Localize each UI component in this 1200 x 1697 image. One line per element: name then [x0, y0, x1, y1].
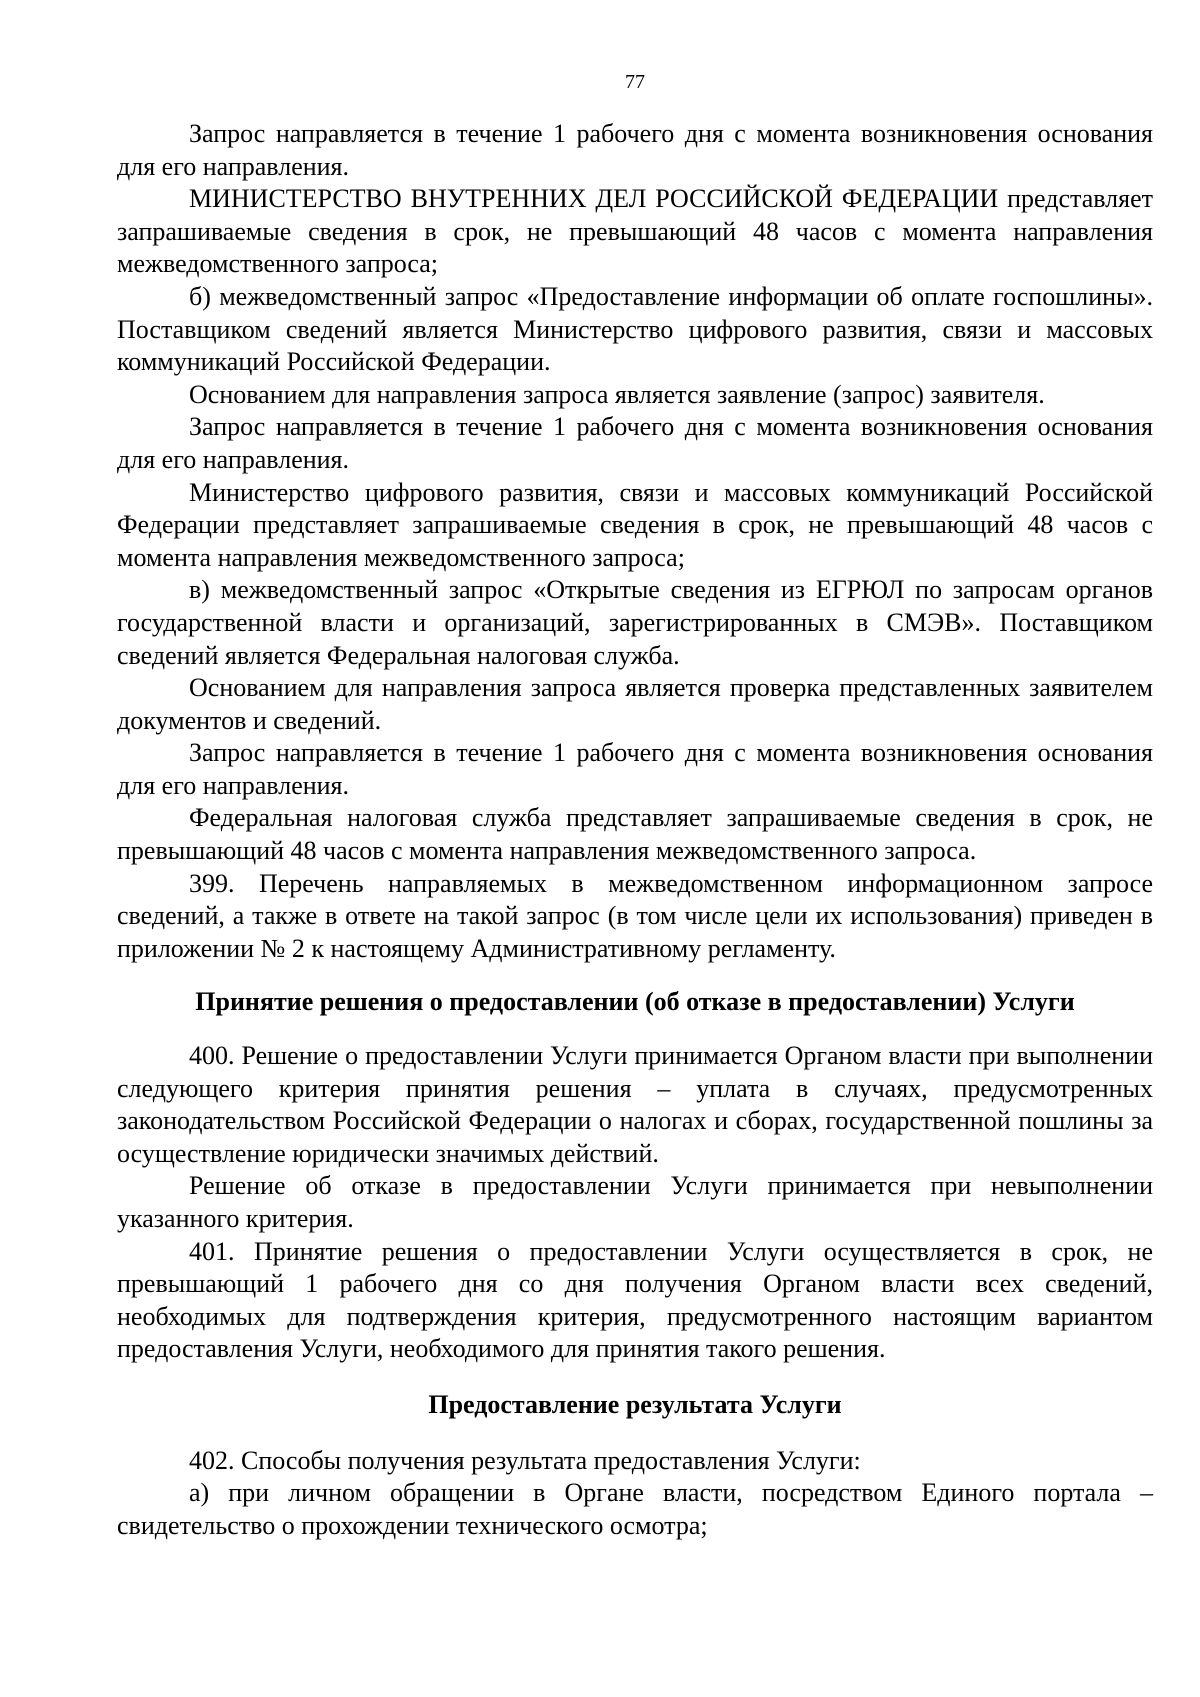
page-number: 77 [625, 71, 645, 93]
paragraph: а) при личном обращении в Органе власти, посредством Единого портала – свидетельство о прохождении технического осмотра; [117, 1478, 1153, 1540]
paragraph: 401. Принятие решения о предоставлении Услуги осуществляется в срок, не превышающий 1 рабочего дня со дня получения Органом власти всех сведений, необходимых для подтверждения критерия, предусмотренного настоящим вариантом предоставления Услуги, необходимого для принятия такого решения. [117, 1236, 1153, 1364]
paragraph: МИНИСТЕРСТВО ВНУТРЕННИХ ДЕЛ РОССИЙСКОЙ ФЕДЕРАЦИИ представляет запрашиваемые сведения в срок, не превышающий 48 часов с момента направления межведомственного запроса; [117, 184, 1153, 279]
paragraph: 399. Перечень направляемых в межведомственном информационном запросе сведений, а также в ответе на такой запрос (в том числе цели их использования) приведен в приложении № 2 к настоящему Административному регламенту. [117, 868, 1153, 963]
paragraph: Запрос направляется в течение 1 рабочего дня с момента возникновения основания для его направления. [117, 412, 1153, 474]
paragraph: Основанием для направления запроса является заявление (запрос) заявителя. [189, 379, 1045, 409]
paragraph: 400. Решение о предоставлении Услуги принимается Органом власти при выполнении следующего критерия принятия решения – уплата в случаях, предусмотренных законодательством Российской Федерации о налогах и сборах, государственной пошлины за осуществление юридически значимых действий. [117, 1041, 1153, 1168]
section-heading: Предоставление результата Услуги [428, 1389, 842, 1419]
paragraph: Запрос направляется в течение 1 рабочего дня с момента возникновения основания для его направления. [117, 738, 1153, 800]
paragraph: Основанием для направления запроса является проверка представленных заявителем документов и сведений. [117, 673, 1153, 735]
paragraph: Федеральная налоговая служба представляет запрашиваемые сведения в срок, не превышающий 48 часов с момента направления межведомственного запроса. [117, 803, 1153, 866]
paragraph: Запрос направляется в течение 1 рабочего дня с момента возникновения основания для его направления. [117, 119, 1153, 181]
paragraph: в) межведомственный запрос «Открытые сведения из ЕГРЮЛ по запросам органов государственной власти и организаций, зарегистрированных в СМЭВ». Поставщиком сведений является Федеральная налоговая служба. [117, 575, 1153, 670]
paragraph: 402. Способы получения результата предоставления Услуги: [189, 1445, 861, 1475]
paragraph: б) межведомственный запрос «Предоставление информации об оплате госпошлины». Поставщиком сведений является Министерство цифрового развития, связи и массовых коммуникаций Российской Федерации. [117, 281, 1153, 377]
section-heading: Принятие решения о предоставлении (об отказе в предоставлении) Услуги [195, 987, 1075, 1017]
paragraph: Решение об отказе в предоставлении Услуги принимается при невыполнении указанного критерия. [117, 1171, 1153, 1233]
paragraph: Министерство цифрового развития, связи и массовых коммуникаций Российской Федерации представляет запрашиваемые сведения в срок, не превышающий 48 часов с момента направления межведомственного запроса; [117, 477, 1153, 572]
document-body [117, 118, 1153, 1542]
